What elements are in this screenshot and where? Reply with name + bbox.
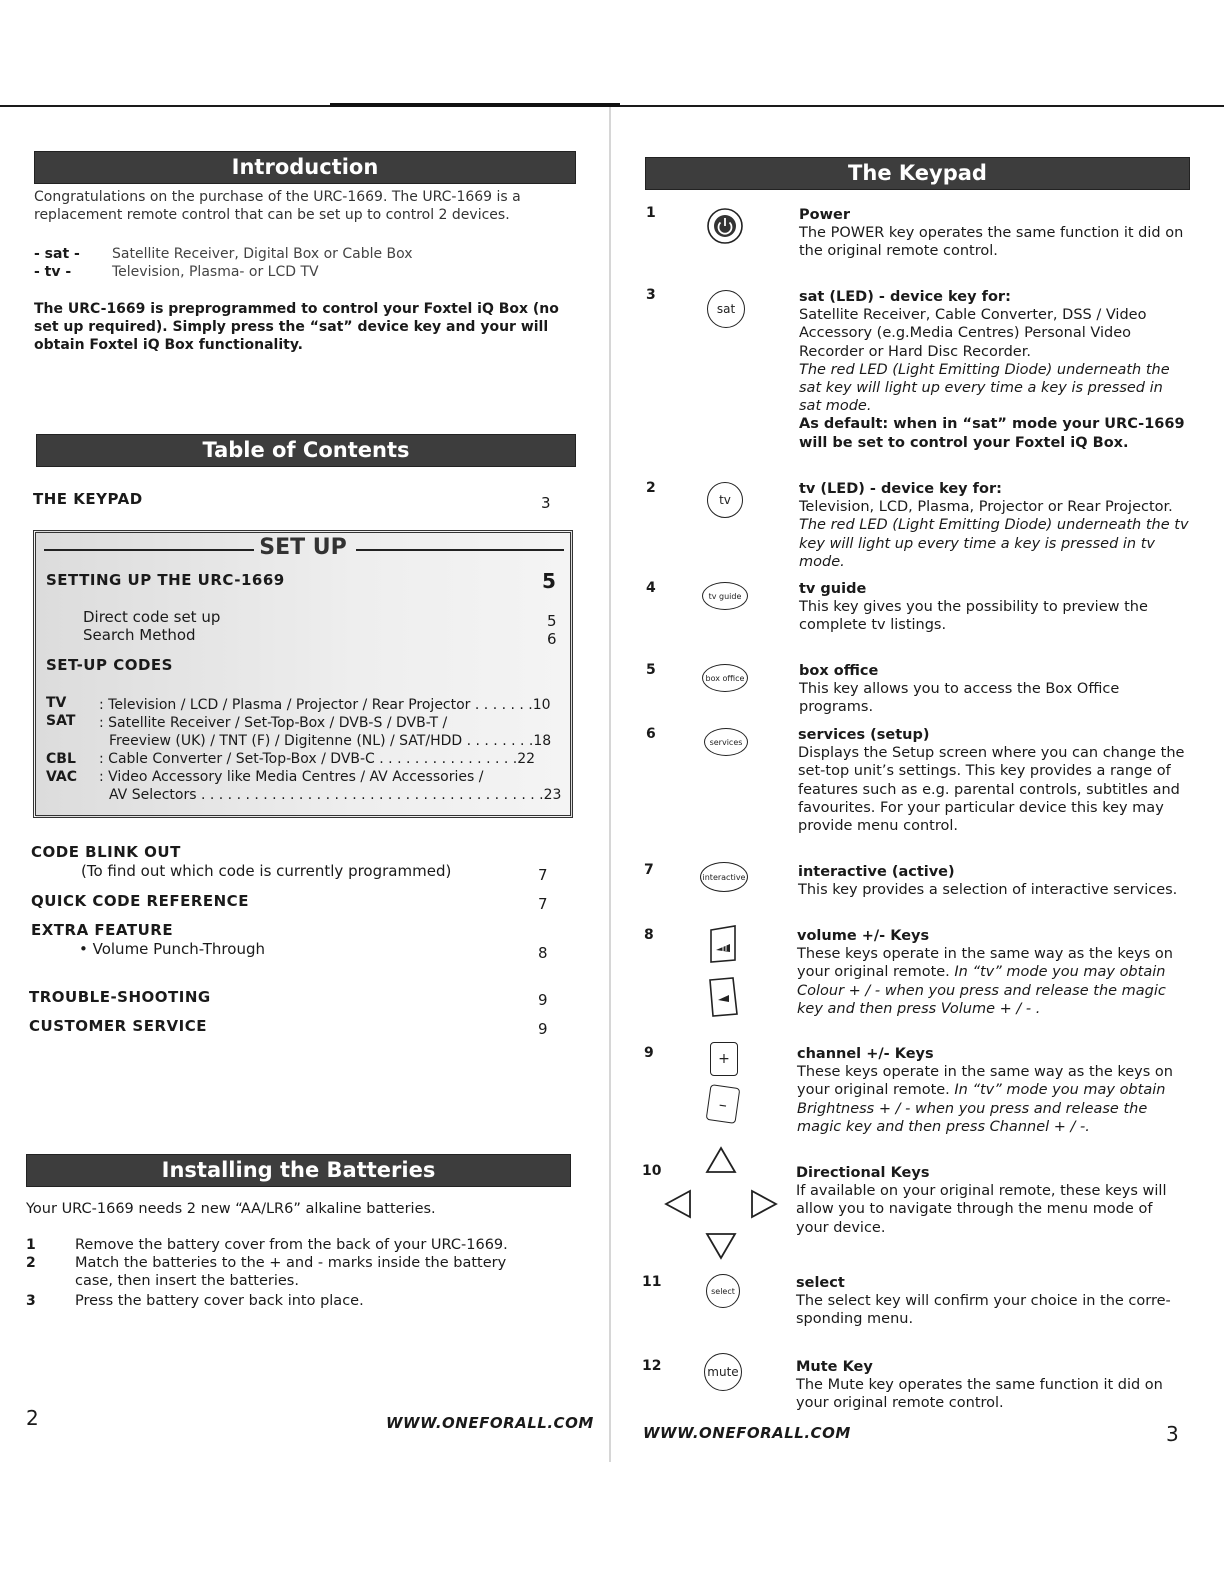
customer-page: 9: [538, 1020, 548, 1038]
code-blink-page: 7: [538, 866, 548, 884]
page-spine: [609, 107, 611, 1462]
customer-label: CUSTOMER SERVICE: [29, 1017, 207, 1035]
code-abbr-vac: VAC: [46, 769, 77, 785]
trouble-page: 9: [538, 991, 548, 1009]
key-number: 5: [646, 662, 656, 678]
preprogrammed-note: The URC-1669 is preprogrammed to control your Foxtel iQ Box (no set up required). Simply press the “sat” device key and your will obtain Foxtel iQ Box functionality.: [34, 301, 559, 353]
key-desc-tv: [799, 480, 1189, 571]
code-text-vac: : Video Accessory like Media Centres / AV Accessories /: [99, 769, 484, 785]
battery-step-num: 3: [26, 1293, 36, 1309]
key-body: If available on your original remote, these keys will allow you to navigate through the menu mode of your device.: [796, 1183, 1167, 1236]
select-key-icon: select: [706, 1274, 740, 1308]
device-desc-sat: Satellite Receiver, Digital Box or Cable Box: [112, 246, 413, 262]
key-number: 3: [646, 287, 656, 303]
channel-up-icon: +: [710, 1042, 738, 1076]
key-title: channel +/- Keys: [797, 1046, 934, 1062]
key-desc-volume: [797, 927, 1189, 1018]
key-body: This key gives you the possibility to preview the complete tv listings.: [799, 599, 1148, 634]
setup-codes-label: SET-UP CODES: [46, 656, 173, 674]
interactive-key-icon: interactive: [700, 862, 748, 892]
key-desc-sat: [799, 288, 1189, 452]
toc-keypad-label: THE KEYPAD: [33, 490, 143, 508]
device-code-tv: - tv -: [34, 264, 72, 280]
key-desc-box-office: [799, 662, 1194, 717]
key-title: tv guide: [799, 581, 867, 597]
direct-code-page: 5: [547, 612, 557, 630]
code-text-tv: : Television / LCD / Plasma / Projector / Rear Projector . . . . . . .10: [99, 697, 551, 713]
extra-feature-label: EXTRA FEATURE: [31, 921, 174, 939]
key-desc-interactive: [798, 863, 1188, 899]
extra-feature-sub: • Volume Punch-Through: [79, 940, 265, 958]
key-title: Mute Key: [796, 1359, 873, 1375]
key-body: The select key will confirm your choice in the corre-sponding menu.: [796, 1293, 1171, 1328]
key-italic-note: In “tv” mode you may obtain Colour + / - when you press and release the magic key and then press Volume + / - .: [797, 964, 1166, 1017]
key-body: This key allows you to access the Box Office programs.: [799, 681, 1120, 716]
battery-step-text: Match the batteries to the + and - marks inside the battery case, then insert the batteries.: [75, 1255, 507, 1289]
key-body: This key provides a selection of interactive services.: [798, 882, 1178, 899]
key-desc-select: [796, 1274, 1186, 1329]
intro-paragraph: Congratulations on the purchase of the URC-1669. The URC-1669 is a replacement remote control that can be set up to control 2 devices.: [34, 189, 521, 223]
batteries-intro: Your URC-1669 needs 2 new “AA/LR6” alkaline batteries.: [26, 1201, 436, 1217]
key-italic-note: The red LED (Light Emitting Diode) underneath the tv key will light up every time a key is pressed in tv mode.: [799, 517, 1189, 570]
page-number-left: 2: [26, 1406, 39, 1430]
battery-step-text: Press the battery cover back into place.: [75, 1293, 364, 1309]
key-number: 9: [644, 1045, 654, 1061]
top-rule-thick: [330, 103, 620, 107]
quick-code-label: QUICK CODE REFERENCE: [31, 892, 249, 910]
key-number: 11: [642, 1274, 662, 1290]
key-title: services (setup): [798, 727, 930, 743]
key-title: tv (LED) - device key for:: [799, 481, 1002, 497]
key-desc-mute: [796, 1358, 1186, 1413]
setup-box: [33, 530, 573, 818]
key-italic-note: In “tv” mode you may obtain Brightness + / - when you press and release the magic key and then press Channel + / -.: [797, 1082, 1166, 1135]
key-desc-power: [799, 206, 1189, 261]
volume-down-icon: [707, 976, 741, 1018]
key-title: select: [796, 1275, 845, 1291]
key-body: These keys operate in the same way as the keys on your original remote.: [797, 1064, 1173, 1099]
key-number: 7: [644, 862, 654, 878]
tv-key-icon: tv: [707, 482, 743, 518]
code-abbr-tv: TV: [46, 695, 67, 711]
key-title: Directional Keys: [796, 1165, 930, 1181]
code-text-vac-cont: AV Selectors . . . . . . . . . . . . . . . . . . . . . . . . . . . . . . . . . . . . . . .23: [109, 787, 562, 803]
setup-title: SET UP: [259, 535, 347, 560]
page-number-right: 3: [1166, 1422, 1179, 1446]
key-number: 2: [646, 480, 656, 496]
toc-banner: Table of Contents: [36, 434, 576, 467]
batteries-banner: Installing the Batteries: [26, 1154, 571, 1187]
extra-feature-page: 8: [538, 944, 548, 962]
code-abbr-sat: SAT: [46, 713, 76, 729]
search-method-label: Search Method: [83, 626, 196, 644]
key-number: 6: [646, 726, 656, 742]
mute-key-icon: mute: [704, 1353, 742, 1391]
setting-up-label: SETTING UP THE URC-1669: [46, 571, 285, 589]
key-desc-tv-guide: [799, 580, 1189, 635]
code-text-sat: : Satellite Receiver / Set-Top-Box / DVB-S / DVB-T /: [99, 715, 448, 731]
key-number: 8: [644, 927, 654, 943]
directional-keys-icon: [662, 1144, 780, 1262]
key-body: The POWER key operates the same function it did on the original remote control.: [799, 225, 1184, 260]
introduction-banner: Introduction: [34, 151, 576, 184]
key-desc-services: [798, 726, 1188, 835]
services-key-icon: services: [704, 728, 748, 756]
footer-url-left[interactable]: WWW.ONEFORALL.COM: [386, 1414, 594, 1432]
code-text-sat-cont: Freeview (UK) / TNT (F) / Digitenne (NL) / SAT/HDD . . . . . . . .18: [109, 733, 552, 749]
key-desc-channel: [797, 1045, 1189, 1136]
box-office-key-icon: box office: [702, 664, 748, 692]
trouble-label: TROUBLE-SHOOTING: [29, 988, 211, 1006]
key-number: 12: [642, 1358, 662, 1374]
code-blink-label: CODE BLINK OUT: [31, 843, 181, 861]
device-code-sat: - sat -: [34, 246, 80, 262]
key-desc-directional: [796, 1164, 1186, 1237]
key-italic-note: The red LED (Light Emitting Diode) underneath the sat key will light up every time a key is pressed in sat mode.: [799, 361, 1170, 415]
key-title: sat (LED) - device key for:: [799, 289, 1011, 305]
code-text-cbl: : Cable Converter / Set-Top-Box / DVB-C . . . . . . . . . . . . . . . .22: [99, 751, 536, 767]
code-blink-sub: (To find out which code is currently programmed): [81, 862, 452, 880]
code-abbr-cbl: CBL: [46, 751, 76, 767]
device-desc-tv: Television, Plasma- or LCD TV: [112, 264, 319, 280]
key-number: 1: [646, 205, 656, 221]
tv-guide-key-icon: tv guide: [702, 582, 748, 610]
power-icon: [706, 207, 744, 245]
key-body: Displays the Setup screen where you can change the set-top unit’s settings. This key provides a range of features such as e.g. parental controls, subtitles and favourites. For your particular device this key may provide menu control.: [798, 745, 1185, 835]
search-method-page: 6: [547, 630, 557, 648]
battery-step-text: Remove the battery cover from the back of your URC-1669.: [75, 1237, 508, 1253]
key-body: These keys operate in the same way as the keys on your original remote.: [797, 946, 1173, 981]
volume-up-icon: [707, 924, 739, 964]
key-title: box office: [799, 663, 879, 679]
key-body: Satellite Receiver, Cable Converter, DSS / Video Accessory (e.g.Media Centres) Personal Video Recorder or Hard Disc Recorder.: [799, 307, 1147, 360]
keypad-banner: The Keypad: [645, 157, 1190, 190]
key-bold-note: As default: when in “sat” mode your URC-1669 will be set to control your Foxtel iQ Box.: [799, 416, 1185, 451]
quick-code-page: 7: [538, 895, 548, 913]
sat-key-icon: sat: [707, 290, 745, 328]
toc-keypad-page: 3: [541, 494, 551, 512]
key-body: The Mute key operates the same function it did on your original remote control.: [796, 1377, 1163, 1412]
channel-down-icon: –: [706, 1084, 741, 1124]
key-title: volume +/- Keys: [797, 928, 930, 944]
footer-url-right[interactable]: WWW.ONEFORALL.COM: [643, 1424, 851, 1442]
key-number: 10: [642, 1163, 662, 1179]
direct-code-label: Direct code set up: [83, 608, 221, 626]
key-number: 4: [646, 580, 656, 596]
battery-step-num: 1: [26, 1237, 36, 1253]
setting-up-page: 5: [542, 569, 556, 593]
key-title: interactive (active): [798, 864, 955, 880]
key-body: Television, LCD, Plasma, Projector or Rear Projector.: [799, 499, 1173, 516]
battery-step-num: 2: [26, 1255, 36, 1271]
key-title: Power: [799, 207, 850, 223]
